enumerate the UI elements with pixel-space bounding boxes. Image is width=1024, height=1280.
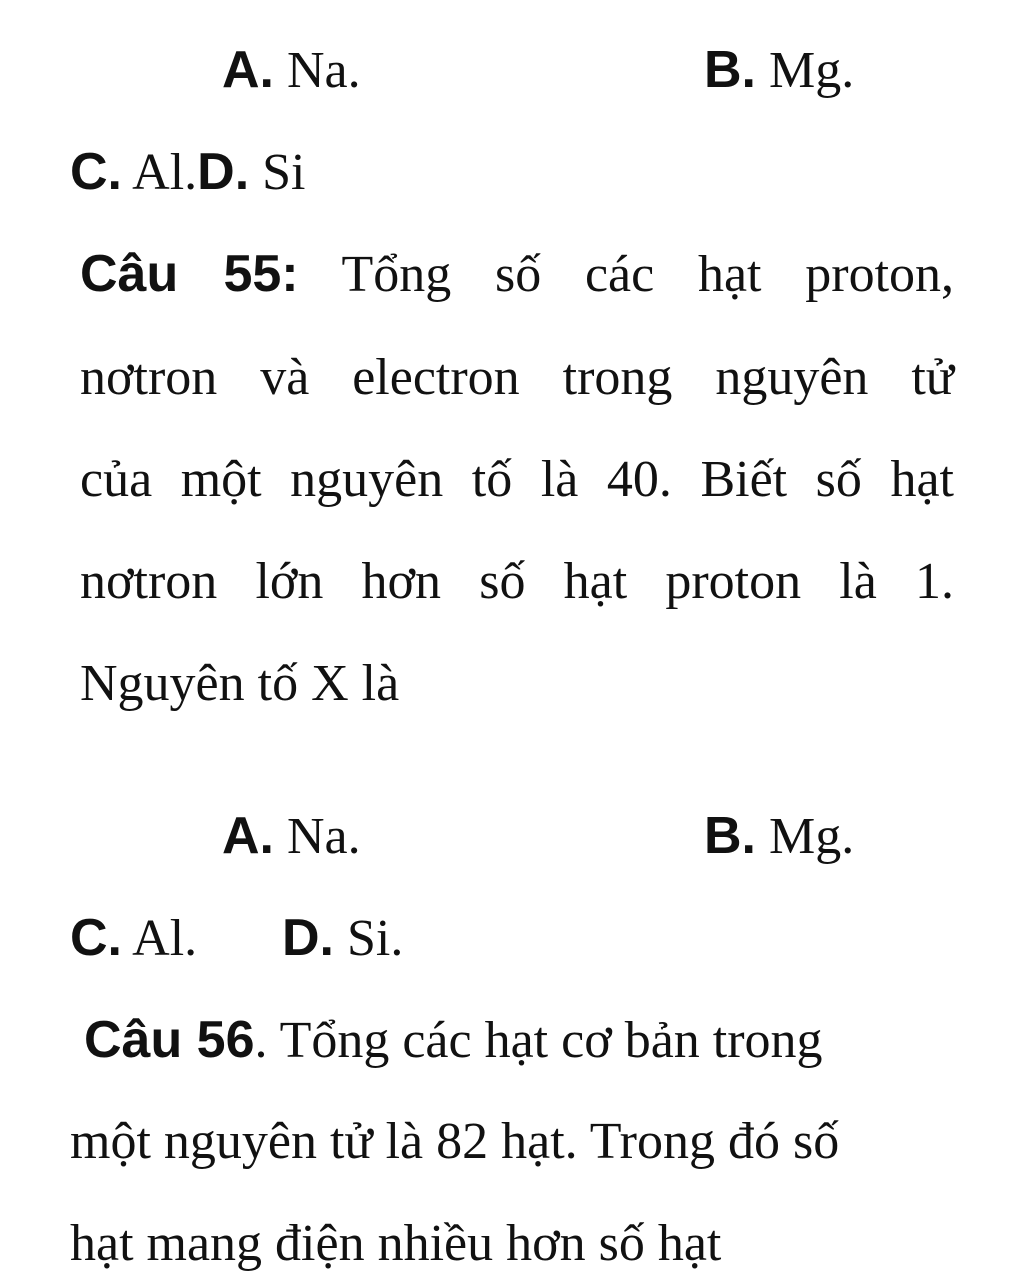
question-text: Tổng số các hạt proton, — [341, 246, 955, 303]
option-d-label: D. — [197, 143, 250, 201]
option-c-d — [70, 143, 306, 201]
option-d-text: Si. — [347, 910, 404, 967]
option-a — [222, 807, 361, 865]
q55-line-1 — [80, 245, 955, 303]
q55-line-3: của một nguyên tố là 40. Biết số hạt — [80, 451, 954, 508]
q55-line-5: Nguyên tố X là — [80, 655, 400, 712]
q55-line-2: nơtron và electron trong nguyên tử — [80, 349, 954, 406]
q55-line-4: nơtron lớn hơn số hạt proton là 1. — [80, 553, 954, 610]
option-a-label: A. — [222, 807, 274, 865]
question-label: Câu 56 — [84, 1011, 255, 1069]
q56-line-1 — [84, 1011, 823, 1069]
option-b — [704, 807, 855, 865]
option-a-text: Na. — [287, 42, 361, 99]
option-b — [704, 41, 855, 99]
option-d — [282, 909, 404, 967]
option-c — [70, 909, 198, 967]
option-b-text: Mg. — [769, 808, 855, 865]
option-c-text: Al. — [132, 144, 198, 201]
option-b-label: B. — [704, 807, 756, 865]
question-text: . Tổng các hạt cơ bản trong — [254, 1012, 823, 1069]
option-a-label: A. — [222, 41, 274, 99]
option-d-label: D. — [282, 909, 334, 967]
option-a-text: Na. — [287, 808, 361, 865]
option-d-text: Si — [262, 144, 306, 201]
option-c-label: C. — [70, 143, 122, 201]
option-a — [222, 41, 361, 99]
option-c-label: C. — [70, 909, 122, 967]
option-b-text: Mg. — [769, 42, 855, 99]
option-c-text: Al. — [132, 910, 198, 967]
q56-line-3: hạt mang điện nhiều hơn số hạt — [70, 1215, 722, 1272]
q56-line-2: một nguyên tử là 82 hạt. Trong đó số — [70, 1113, 840, 1170]
option-b-label: B. — [704, 41, 756, 99]
question-label: Câu 55: — [80, 245, 299, 303]
